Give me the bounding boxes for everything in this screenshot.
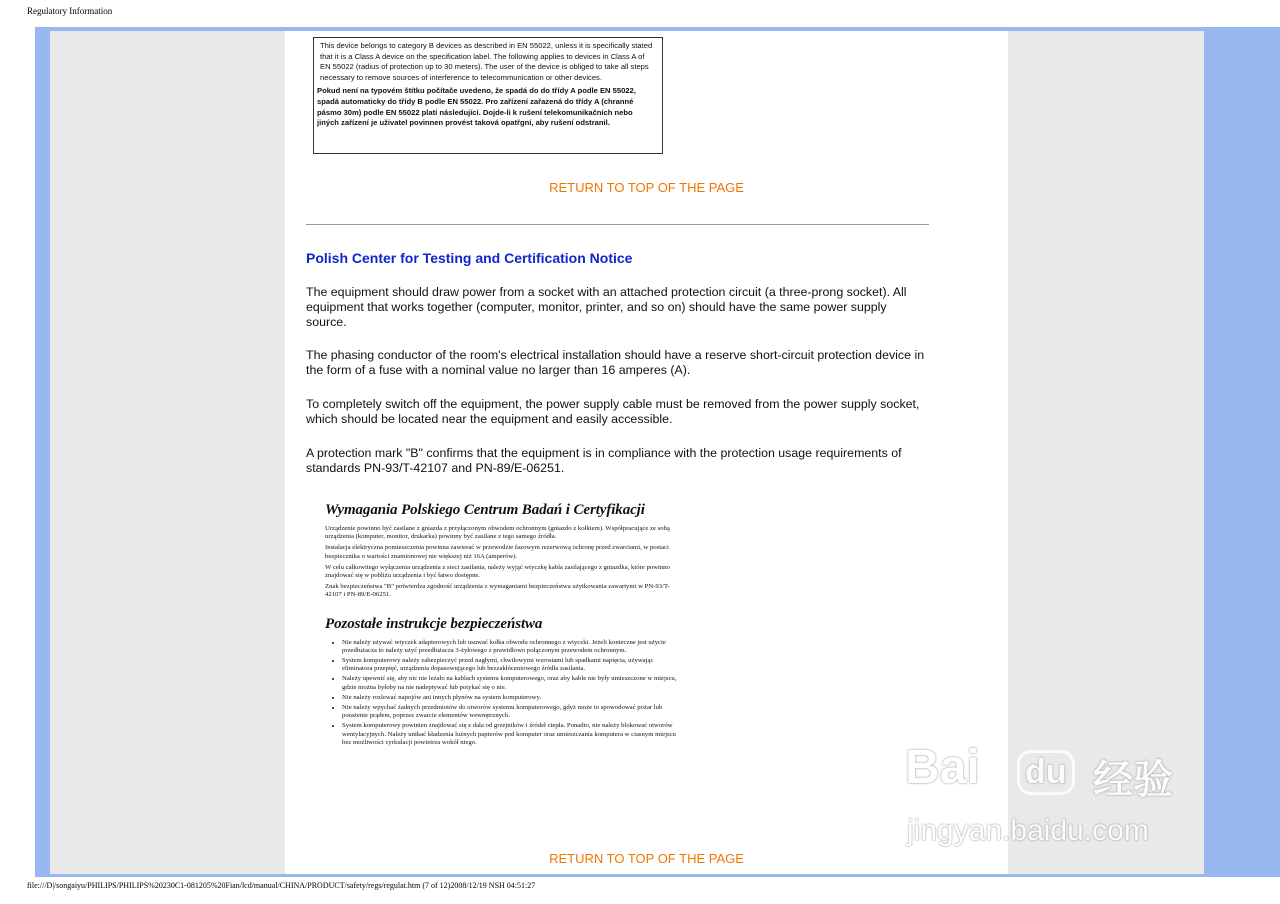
notice-paragraph: To completely switch off the equipment, the power supply cable must be removed from the power supply socket, which should be located near the equipment and easily accessible. [306, 397, 920, 426]
list-item: • Należy upewnić się, aby nic nie leżało na kablach systemu komputerowego, oraz aby kable nie były umieszczone w miejscu, gdzie można byłoby na nie nadeptywać lub potykać się o nie. [342, 675, 682, 691]
watermark-url: jingyan.baidu.com [907, 814, 1149, 847]
list-item: • System komputerowy należy zabezpieczyć przed nagłymi, chwilowymi wzrostami lub spadkami napięcia, używając eliminatora przepięć, urządzenia dopasowującego lub bezzakłóceniowego źródła zasilania. [342, 657, 682, 673]
notice-paragraph: The equipment should draw power from a socket with an attached protection circuit (a three-prong socket). All equipment that works together (computer, monitor, printer, and so on) should have the same power supply source. [306, 285, 907, 329]
scan-paragraph: Urządzenie powinno być zasilane z gniazda z przyłączonym obwodem ochronnym (gniazdo z kołkiem). Współpracujące ze sobą urządzenia (komputer, monitor, drukarka) powinny być zasilane z tego samego źródła. [325, 525, 670, 541]
notice-paragraph: The phasing conductor of the room's electrical installation should have a reserve short-circuit protection device in the form of a fuse with a nominal value no larger than 16 amperes (A). [306, 348, 925, 377]
print-header: Regulatory Information [27, 6, 113, 16]
scan-heading: Wymagania Polskiego Centrum Badań i Certyfikacji [325, 502, 645, 518]
scan-paragraph: W celu całkowitego wyłączenia urządzenia z sieci zasilania, należy wyjąć wtyczkę kabla zasilającego z gniazdka, które powinno znajdować się w pobliżu urządzenia i być łatwo dostępne. [325, 563, 670, 580]
right-strip [1204, 31, 1280, 874]
list-item: • Nie należy używać wtyczek adapterowych lub usuwać kołka obwodu ochronnego z wtyczki. Jeżeli konieczne jest użycie przedłużacza to należy użyć przedłużacza 3-żyłowego z prawidłowo połączonym przewodem ochronnym. [342, 639, 682, 655]
list-item: • Nie należy rozlewać napojów ani innych płynów na system komputerowy. [342, 694, 682, 702]
watermark-brand-cn: 经验 [1093, 758, 1173, 802]
list-item: • Nie należy wpychać żadnych przedmiotów do otworów systemu komputerowego, gdyż może to spowodować pożar lub porażenie prądem, poprzez zwarcie elementów wewnętrznych. [342, 704, 682, 720]
return-to-top-link[interactable]: RETURN TO TOP OF THE PAGE [549, 851, 744, 866]
scan-heading: Pozostałe instrukcje bezpieczeństwa [325, 615, 543, 632]
notice-title: Polish Center for Testing and Certification Notice [306, 250, 633, 266]
en55022-english-text: This device belongs to category B devices as described in EN 55022, unless it is specifically stated that it is a Class A device on the specification label. The following applies to devices in Class A of EN 55022 (radius of protection up to 30 meters). The user of the device is obliged to take all steps necessary to remove sources of interference to telecommunication or other devices. [320, 41, 653, 82]
scan-paragraph: Instalacja elektryczna pomieszczenia powinna zawierać w przewodzie fazowym rezerwową ochronę przed zwarciami, w postaci bezpiecznika o wartości znamionowej nie większej niż 16A (amperów). [325, 544, 669, 560]
watermark-brand-left: Bai [905, 741, 980, 794]
en55022-notice-box [313, 37, 663, 154]
return-to-top-link[interactable]: RETURN TO TOP OF THE PAGE [549, 180, 744, 195]
list-item: • System komputerowy powinien znajdować się z dala od grzejników i źródeł ciepła. Ponadto, nie należy blokować otworów wentylacyjnych. Należy unikać kładzenia luźnych papierów pod komputer oraz umieszczania komputera w ciasnym miejscu bez możliwości cyrkulacji powietrza wokół niego. [342, 722, 682, 747]
scan-paragraph: Znak bezpieczeństwa "B" potwierdza zgodność urządzenia z wymaganiami bezpieczeństwa użytkowania zawartymi w PN-93/T-42107 i PN-89/E-06251. [325, 583, 670, 599]
watermark-paw-icon: du [1017, 750, 1075, 795]
baidu-watermark [905, 710, 1205, 860]
print-footer: file:///D|/songaiyu/PHILIPS/PHILIPS%20230C1-081205%20Fian/lcd/manual/CHINA/PRODUCT/safety/regs/regulat.htm (7 of 12)2008/12/19 NSH 04:51:27 [27, 881, 536, 890]
scan-bullet-list [322, 639, 682, 747]
notice-paragraph: A protection mark "B" confirms that the equipment is in compliance with the protection usage requirements of standards PN-93/T-42107 and PN-89/E-06251. [306, 446, 902, 475]
section-divider [306, 224, 929, 225]
en55022-czech-text: Pokud není na typovém štítku počítače uvedeno, že spadá do do třídy A podle EN 55022, spadá automaticky do třídy B podle EN 55022. Pro zařízení zařazená do třídy A (chranné pásmo 30m) podle EN 55022 platí následující. Dojde-li k rušení telekomunikačních nebo jiných zařízení je uživatel povinnen provést taková opatřgní, aby rušení odstranil. [317, 86, 636, 128]
polish-requirements-scan [322, 502, 682, 749]
